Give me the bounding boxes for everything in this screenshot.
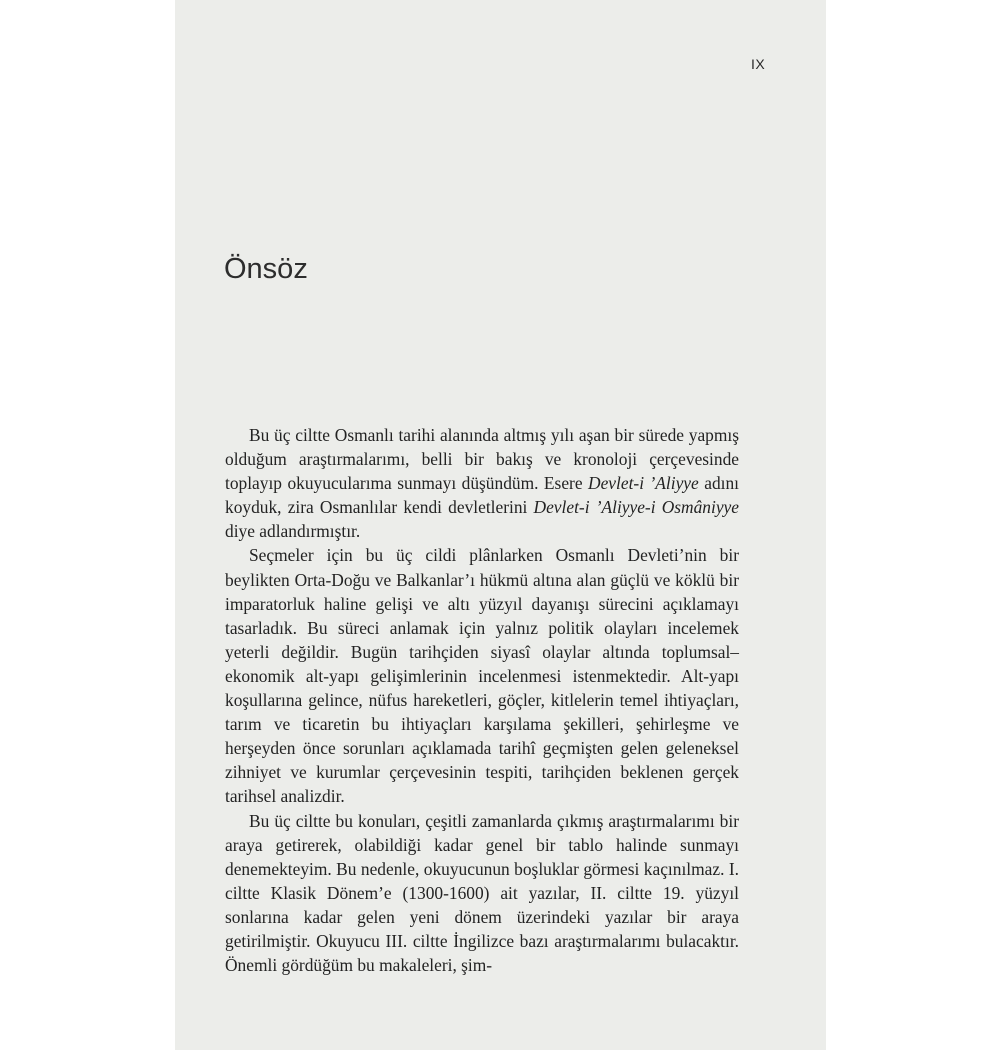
page-number: IX [751, 56, 766, 72]
paragraph-1 [225, 423, 739, 543]
paragraph-1-text-a: Bu üç ciltte Osmanlı tarihi alanında altmış yılı aşan bir sürede yapmış olduğum araştırmalarımı, belli bir bakış ve kronoloji çerçevesinde toplayıp okuyucularıma sunmayı düşündüm. Esere [225, 425, 739, 494]
body-text [225, 423, 739, 977]
paragraph-1-text-c: diye adlandırmıştır. [225, 521, 361, 542]
paragraph-2: Seçmeler için bu üç cildi plânlarken Osmanlı Devleti’nin bir beylikten Orta-Doğu ve Balkanlar’ı hükmü altına alan güçlü ve köklü bir imparatorluk haline gelişi ve altı yüzyıl dayanışı sürecini açıklamayı tasarladık. Bu süreci anlamak için yalnız politik olayları incelemek yeterli değildir. Bugün tarihçiden siyasî olaylar altında toplumsal–ekonomik alt-yapı gelişimlerinin incelenmesi istenmektedir. Alt-yapı koşullarına gelince, nüfus hareketleri, göçler, kitlelerin temel ihtiyaçları, tarım ve ticaretin bu ihtiyaçları karşılama şekilleri, şehirleşme ve herşeyden önce sorunları açıklamada tarihî geçmişten gelen geleneksel zihniyet ve kurumlar çerçevesinin tespiti, tarihçiden beklenen gerçek tarihsel analizdir. [225, 545, 739, 807]
book-title-italic: Devlet-i ’Aliyye [588, 473, 699, 494]
state-name-italic: Devlet-i ’Aliyye-i Osmâniyye [533, 497, 739, 518]
book-page [175, 0, 826, 1050]
paragraph-1-text-b: adını koyduk, zira Osmanlılar kendi devletlerini [225, 473, 739, 518]
chapter-title: Önsöz [224, 253, 308, 285]
paragraph-3: Bu üç ciltte bu konuları, çeşitli zamanlarda çıkmış araştırmalarımı bir araya getirerek, olabildiği kadar genel bir tablo halinde sunmayı denemekteyim. Bu nedenle, okuyucunun boşluklar görmesi kaçınılmaz. I. ciltte Klasik Dönem’e (1300-1600) ait yazılar, II. ciltte 19. yüzyıl sonlarına kadar gelen yeni dönem üzerindeki yazılar bir araya getirilmiştir. Okuyucu III. ciltte İngilizce bazı araştırmalarımı bulacaktır. Önemli gördüğüm bu makaleleri, şim- [225, 810, 739, 976]
